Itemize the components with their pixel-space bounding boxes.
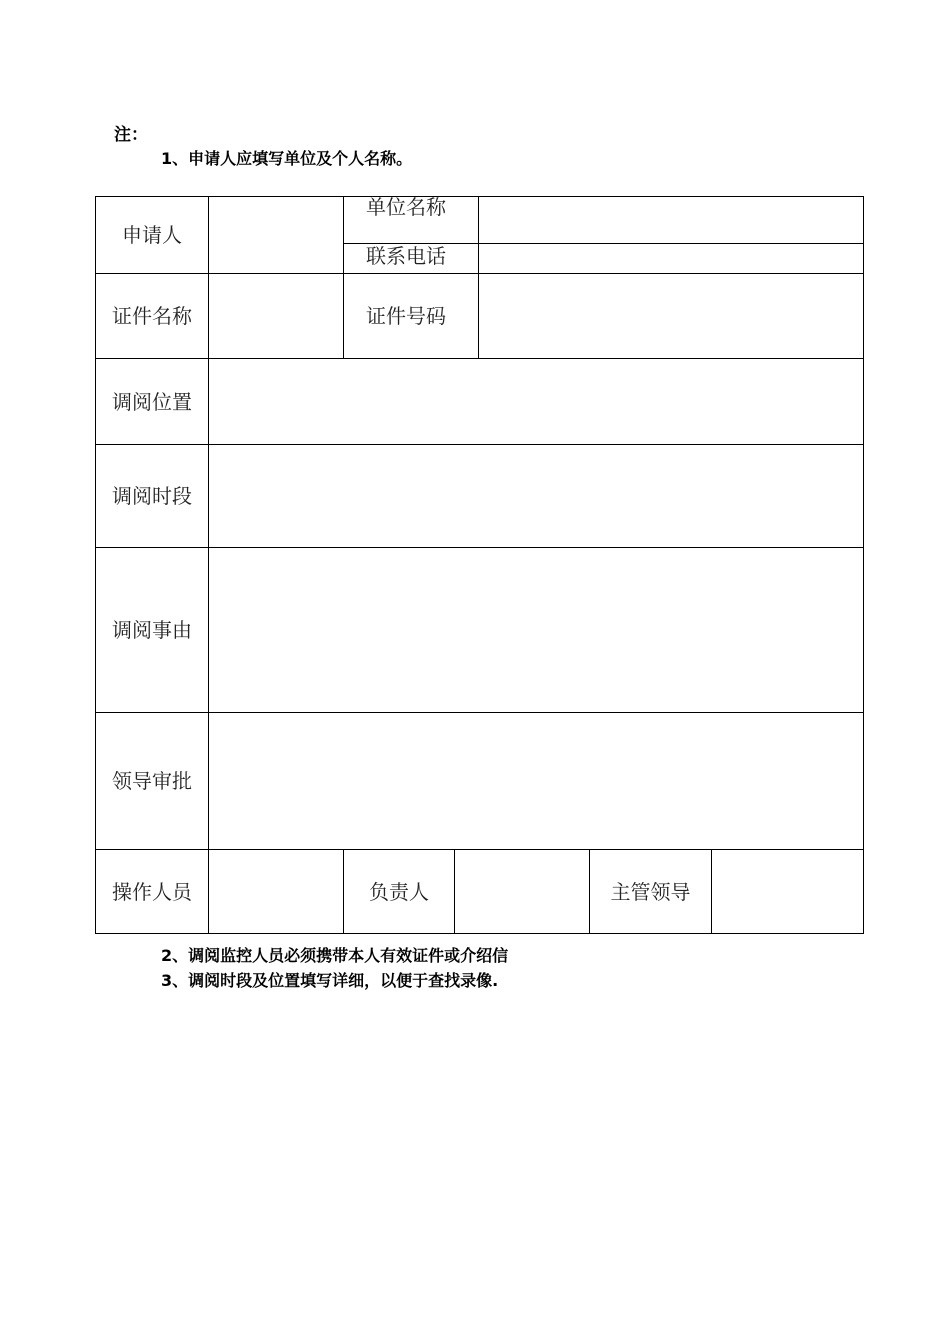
time-period-input-cell[interactable]: [208, 444, 864, 548]
location-label: 调阅位置: [112, 389, 192, 414]
note-item-2: 2、调阅监控人员必须携带本人有效证件或介绍信: [161, 946, 509, 965]
operator-label-box: [95, 849, 209, 934]
leader-approval-input-cell[interactable]: [208, 712, 864, 850]
note-item-1: 1、申请人应填写单位及个人名称。: [161, 149, 413, 168]
operator-input-cell[interactable]: [208, 849, 344, 934]
phone-label: 联系电话: [366, 244, 446, 268]
responsible-label: 负责人: [369, 879, 429, 904]
reason-label-box: [95, 547, 209, 713]
note-item-3: 3、调阅时段及位置填写详细，以便于查找录像.: [161, 971, 499, 990]
operator-label: 操作人员: [112, 879, 192, 904]
responsible-input-cell[interactable]: [454, 849, 590, 934]
leader-approval-label: 领导审批: [112, 769, 192, 793]
unit-name-input-cell[interactable]: [478, 196, 864, 244]
unit-name-label: 单位名称: [366, 195, 446, 219]
location-input-cell[interactable]: [208, 358, 864, 445]
id-type-input-cell[interactable]: [208, 273, 344, 359]
notes-title: 注：: [114, 125, 148, 145]
applicant-input-cell[interactable]: [208, 196, 344, 274]
supervisor-label: 主管领导: [610, 879, 691, 904]
time-period-label-box: [95, 444, 209, 548]
id-number-input-cell[interactable]: [478, 273, 864, 359]
supervisor-input-cell[interactable]: [711, 849, 864, 934]
reason-label: 调阅事由: [112, 618, 192, 642]
id-number-label: 证件号码: [366, 304, 446, 328]
id-type-label-box: [95, 273, 209, 359]
responsible-label-box: [343, 849, 455, 934]
applicant-label: 申请人: [122, 223, 182, 247]
time-period-label: 调阅时段: [112, 484, 192, 508]
leader-approval-label-box: [95, 712, 209, 850]
id-type-label: 证件名称: [112, 304, 192, 328]
reason-input-cell[interactable]: [208, 547, 864, 713]
applicant-label-box: [95, 196, 209, 274]
supervisor-label-box: [589, 849, 712, 934]
location-label-box: [95, 358, 209, 445]
phone-input-cell[interactable]: [478, 243, 864, 274]
